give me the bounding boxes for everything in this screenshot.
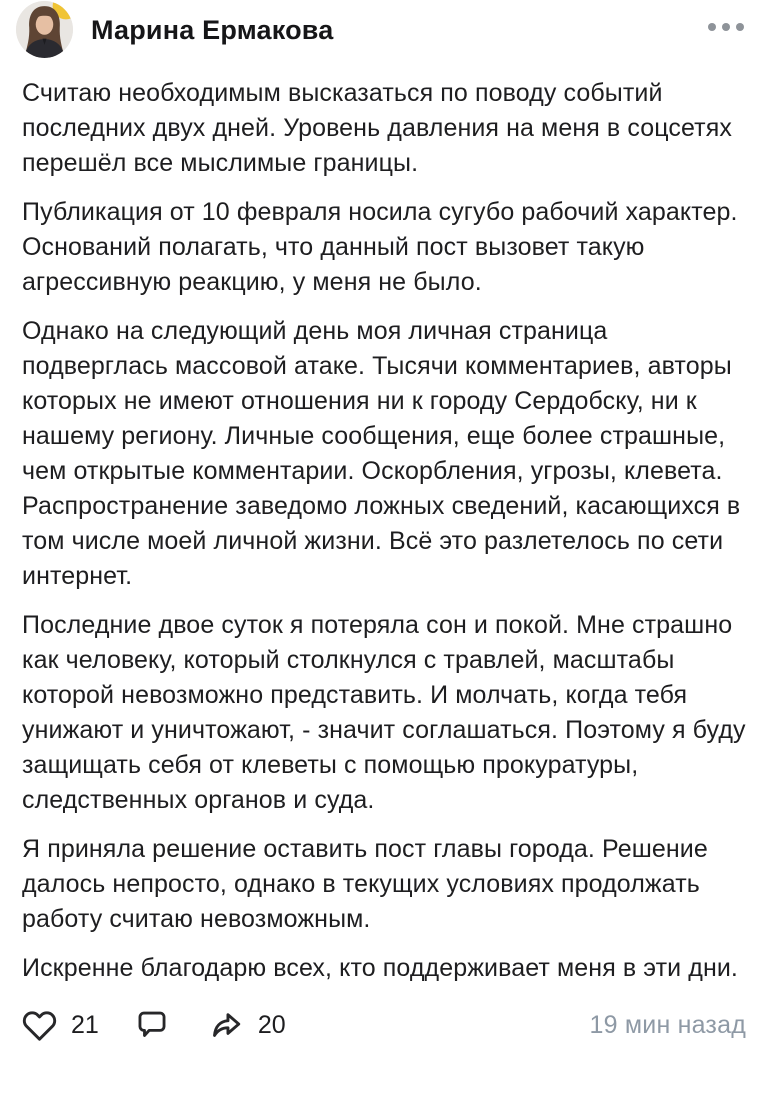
avatar-photo	[16, 1, 73, 58]
post-header	[0, 0, 768, 60]
post-footer	[0, 1003, 768, 1047]
share-count: 20	[257, 1010, 286, 1039]
ellipsis-icon	[708, 23, 716, 31]
author-name[interactable]: Марина Ермакова	[91, 14, 334, 45]
ellipsis-icon	[722, 23, 730, 31]
ellipsis-icon	[736, 23, 744, 31]
post-timestamp: 19 мин назад	[589, 1010, 746, 1039]
post-paragraph-4: Последние двое суток я потеряла сон и покой. Мне страшно как человеку, который столкнулся с травлей, масштабы которой невозможно представить. И молчать, когда тебя унижают и уничтожают, - значит соглашаться. Поэтому я буду защищать себя от клеветы с помощью прокуратуры, следственных органов и суда.	[22, 611, 746, 814]
post-paragraph-1: Считаю необходимым высказаться по поводу событий последних двух дней. Уровень давления на меня в соцсетях перешёл все мыслимые границы.	[22, 79, 732, 177]
post-paragraph-6: Искренне благодарю всех, кто поддерживает меня в эти дни.	[22, 954, 738, 982]
avatar[interactable]	[16, 1, 73, 58]
like-count: 21	[71, 1010, 99, 1039]
heart-icon	[22, 1008, 57, 1043]
post-body	[0, 60, 768, 986]
post-paragraph-2: Публикация от 10 февраля носила сугубо рабочий характер. Оснований полагать, что данный пост вызовет такую агрессивную реакцию, у меня не было.	[22, 198, 738, 296]
like-button[interactable]	[22, 1008, 99, 1043]
post-paragraph-5: Я приняла решение оставить пост главы города. Решение далось непросто, однако в текущих условиях продолжать работу считаю невозможным.	[22, 835, 708, 933]
more-options-button[interactable]	[706, 17, 746, 37]
comment-button[interactable]	[135, 1008, 169, 1042]
post-paragraph-3: Однако на следующий день моя личная страница подверглась массовой атаке. Тысячи комментариев, авторы которых не имеют отношения ни к городу Сердобску, ни к нашему региону. Личные сообщения, еще более страшные, чем открытые комментарии. Оскорбления, угрозы, клевета. Распространение заведомо ложных сведений, касающихся в том числе моей личной жизни. Всё это разлетелось по сети интернет.	[22, 317, 741, 590]
share-button[interactable]	[209, 1008, 286, 1043]
share-icon	[209, 1008, 244, 1043]
comment-icon	[135, 1008, 169, 1042]
